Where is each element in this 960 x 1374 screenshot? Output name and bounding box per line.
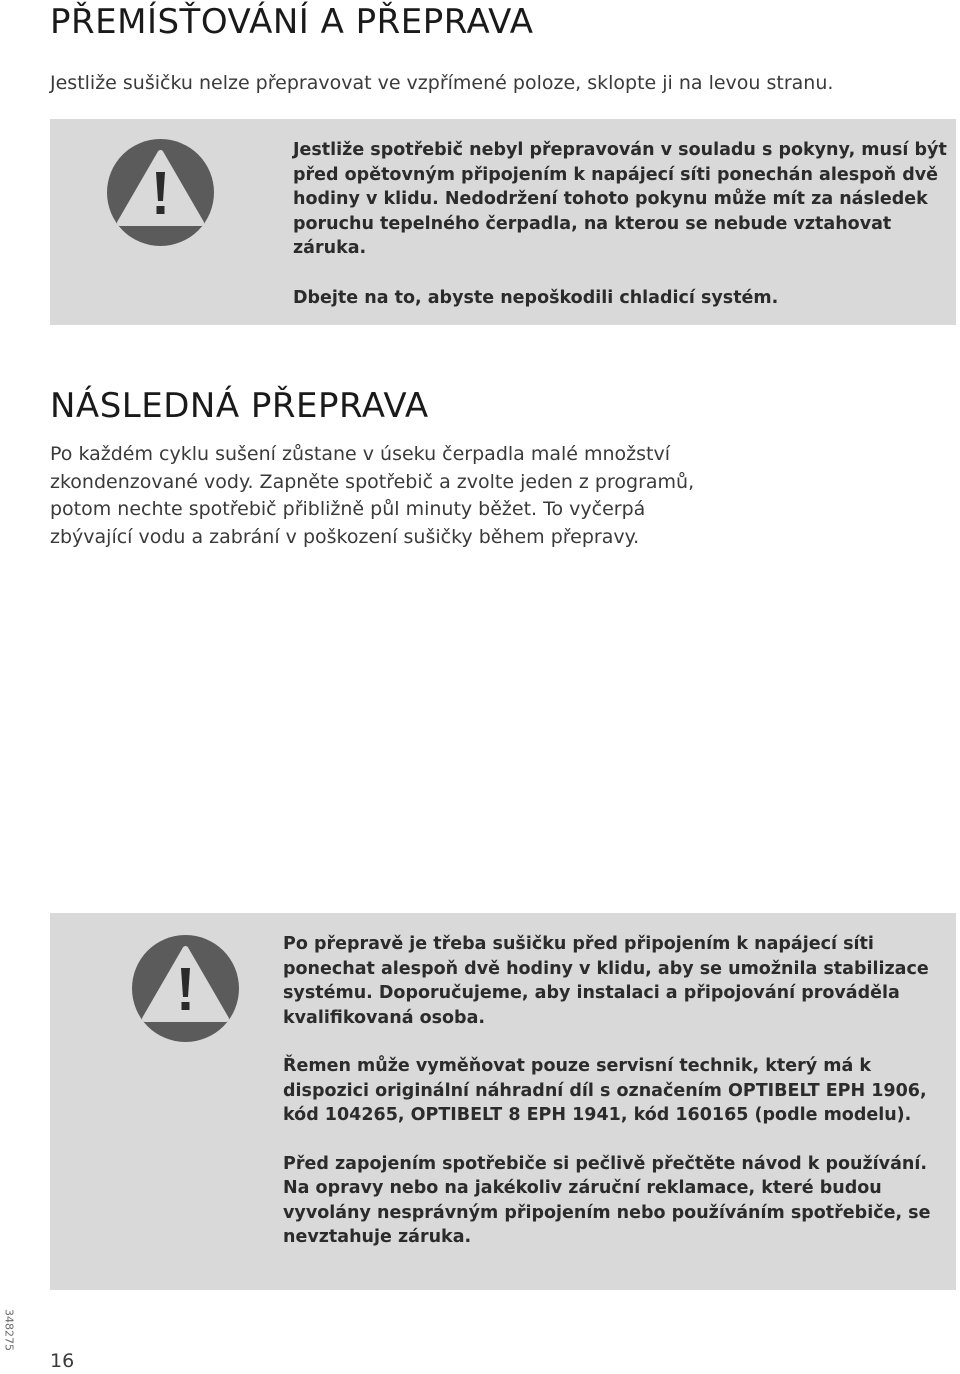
section-title-subsequent-transport: NÁSLEDNÁ PŘEPRAVA [50, 386, 429, 426]
subsequent-transport-paragraph: Po každém cyklu sušení zůstane v úseku čerpadla malé množství zkondenzované vody. Zapněte spotřebič a zvolte jeden z programů, potom nechte spotřebič přibližně půl minuty běžet. To vyčerpá zbývající vodu a zabrání v poškození sušičky během přepravy. [50, 443, 695, 548]
warning-text [293, 138, 953, 310]
document-code [0, 1300, 19, 1360]
warning-paragraph: Před zapojením spotřebiče si pečlivě přečtěte návod k používání. Na opravy nebo na jakékoliv záruční reklamace, které budou vyvolány nesprávným připojením nebo používáním spotřebiče, se nevztahuje záruka. [283, 1153, 931, 1247]
page-number: 16 [50, 1350, 75, 1372]
warning-icon [132, 935, 239, 1042]
warning-text [283, 932, 948, 1250]
warning-box-after-transport [50, 913, 956, 1290]
warning-paragraph: Řemen může vyměňovat pouze servisní technik, který má k dispozici originální náhradní díl s označením OPTIBELT EPH 1906, kód 104265, OPTIBELT 8 EPH 1941, kód 160165 (podle modelu). [283, 1056, 927, 1125]
intro-paragraph: Jestliže sušičku nelze přepravovat ve vzpřímené poloze, sklopte ji na levou stranu. [50, 72, 834, 94]
warning-paragraph: Po přepravě je třeba sušičku před připojením k napájecí síti ponechat alespoň dvě hodiny v klidu, aby se umožnila stabilizace systému. Doporučujeme, aby instalaci a připojování prováděla kvalifikovaná osoba. [283, 934, 929, 1028]
warning-paragraph: Dbejte na to, abyste nepoškodili chladicí systém. [293, 287, 779, 308]
warning-box-transport [50, 119, 956, 325]
warning-paragraph: Jestliže spotřebič nebyl přepravován v souladu s pokyny, musí být před opětovným připojením k napájecí síti ponechán alespoň dvě hodiny v klidu. Nedodržení tohoto pokynu může mít za následek poruchu tepelného čerpadla, na kterou se nebude vztahovat záruka. [293, 140, 947, 258]
document-code-text: 348275 [2, 1309, 16, 1351]
section-title-moving-transport: PŘEMÍSŤOVÁNÍ A PŘEPRAVA [50, 2, 534, 42]
warning-icon [107, 139, 214, 246]
